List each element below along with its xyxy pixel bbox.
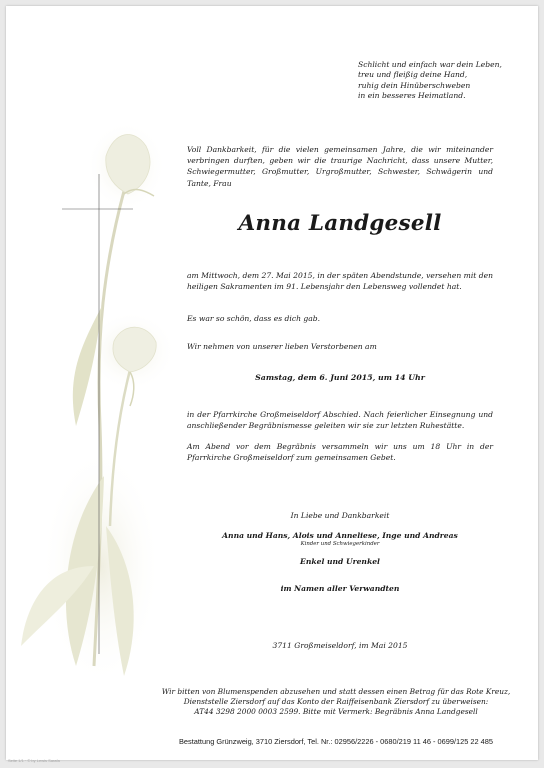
evening-prayer: Am Abend vor dem Begräbnis versammeln wir uns um 18 Uhr in der Pfarrkirche Großmeiseldorf zum gemeinsamen Gebet. (187, 442, 493, 463)
poem-line: Schlicht und einfach war dein Leben, (358, 60, 502, 69)
place-date: 3711 Großmeiseldorf, im Mai 2015 (272, 641, 408, 650)
deceased-name: Anna Landgesell (238, 211, 442, 236)
poem-line: in ein besseres Heimatland. (358, 91, 466, 101)
death-notice: am Mittwoch, dem 27. Mai 2015, in der späten Abendstunde, versehen mit den heiligen Sakramenten im 91. Lebensjahr den Lebensweg vollendet hat. (187, 271, 493, 292)
donation-line: AT44 3298 2000 0003 2599. Bitte mit Vermerk: Begräbnis Anna Landgesell (194, 707, 478, 717)
funeral-date: Samstag, dem 6. Juni 2015, um 14 Uhr (255, 373, 425, 382)
poem-line: ruhig dein Hinüberschweben (358, 80, 471, 90)
donation-note (156, 687, 516, 718)
farewell-intro: Wir nehmen von unserer lieben Verstorbenen am (187, 342, 377, 351)
poem-line: treu und fleißig deine Hand, (358, 70, 468, 80)
signoff: In Liebe und Dankbarkeit (290, 511, 390, 520)
funeral-details: in der Pfarrkirche Großmeiseldorf Abschied. Nach feierlicher Einsegnung und anschließender Begräbnismesse geleiten wir sie zur letzten Ruhestätte. (187, 410, 493, 431)
children-caption: Kinder und Schwiegerkinder (300, 541, 380, 547)
funeral-home-footer: Bestattung Grünzweig, 3710 Ziersdorf, Tel. Nr.: 02956/2226 - 0680/219 11 46 - 0699/125 22 485 (178, 737, 494, 746)
corner-note: Seite 1/1 · © by Lewis Sarafa (8, 758, 60, 763)
poem (358, 60, 528, 102)
intro-paragraph: Voll Dankbarkeit, für die vielen gemeinsamen Jahre, die wir miteinander verbringen durften, geben wir die traurige Nachricht, dass unsere Mutter, Schwiegermutter, Großmutter, Urgroßmutter, Schwester, Schwägerin und Tante, Frau (187, 145, 493, 188)
children-names: Anna und Hans, Alois und Anneliese, Inge und Andreas (222, 531, 458, 540)
donation-line: Wir bitten von Blumenspenden abzusehen und statt dessen einen Betrag für das Rote Kreuz, (161, 687, 511, 696)
relatives: im Namen aller Verwandten (280, 584, 400, 593)
quote: Es war so schön, dass es dich gab. (187, 314, 321, 323)
donation-line: Dienststelle Ziersdorf auf das Konto der Raiffeisenbank Ziersdorf zu überweisen: (183, 697, 489, 707)
grandchildren: Enkel und Urenkel (300, 557, 380, 566)
obituary-page (6, 6, 538, 760)
